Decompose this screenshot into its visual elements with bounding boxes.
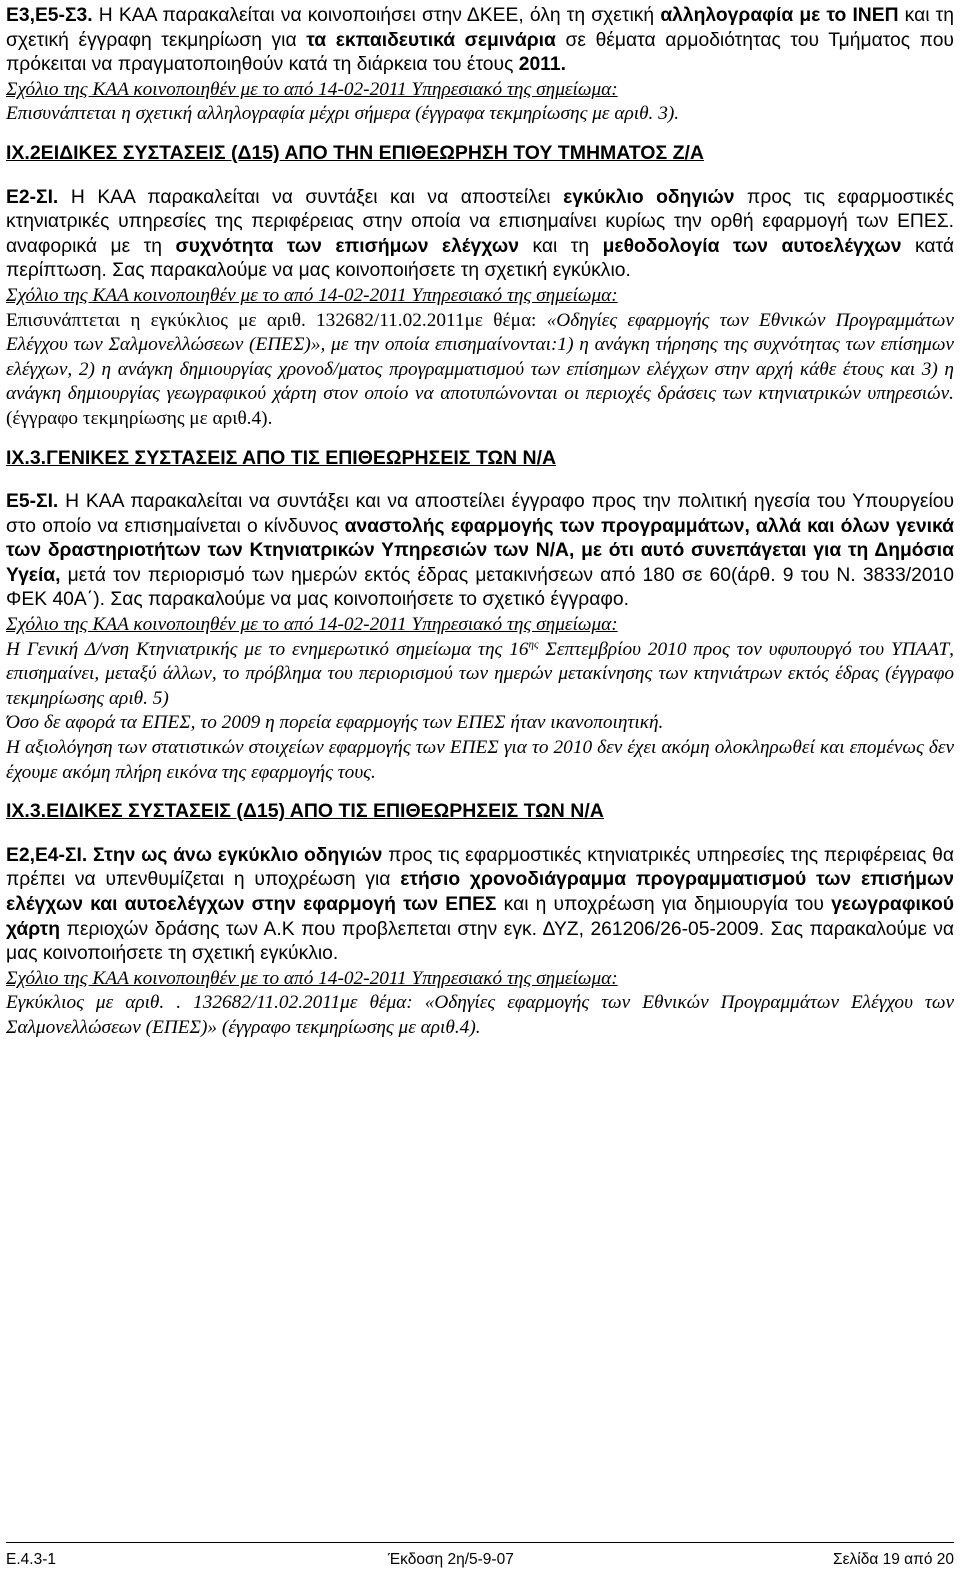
- emphasis-text: τα εκπαιδευτικά σεμινάρια: [306, 29, 556, 51]
- paragraph-text: Η ΚΑΑ παρακαλείται να συντάξει και να αποστείλει: [58, 186, 564, 208]
- comment-label: Σχόλιο της ΚΑΑ κοινοποιηθέν με το από 14-02-2011 Υπηρεσιακό της σημείωμα:: [6, 78, 618, 100]
- paragraph-text: κατά περίπτωση. Σας παρακαλούμε να μας κοινοποιήσετε τη σχετική εγκύκλιο.: [6, 235, 954, 282]
- section-heading: ΙΧ.2ΕΙΔΙΚΕΣ ΣΥΣΤΑΣΕΙΣ (Δ15) ΑΠΟ ΤΗΝ ΕΠΙΘΕΩΡΗΣΗ ΤΟΥ ΤΜΗΜΑΤΟΣ Ζ/Α: [6, 141, 705, 164]
- comment-label: Σχόλιο της ΚΑΑ κοινοποιηθέν με το από 14-02-2011 Υπηρεσιακό της σημείωμα:: [6, 284, 618, 306]
- document-code: Ε.4.3-1: [6, 1551, 56, 1568]
- comment-text-italic: Σεπτεμβρίου 2010 προς τον υφυπουργό του ΥΠΑΑΤ, επισημαίνει, μεταξύ άλλων, το πρόβλημα του περιορισμού των ημερών μετακίνησης των κτηνιάτρων εκτός έδρας (έγγραφο τεκμηρίωσης αριθ. 5): [6, 638, 954, 709]
- paragraph-text: και η υποχρέωση για δημιουργία του: [496, 894, 832, 915]
- paragraph-text: Η ΚΑΑ παρακαλείται να συντάξει και να αποστείλει έγγραφο προς την πολιτική ηγεσία του Υπουργείου στο οποίο να επισημαίνεται ο κίνδυνος: [6, 491, 954, 537]
- emphasis-text: αλληλογραφία με το ΙΝΕΠ: [660, 5, 899, 26]
- page-footer: [6, 1546, 954, 1570]
- comment-text: [6, 638, 954, 712]
- paragraph-e2-si: [6, 186, 954, 284]
- page-number: Σελίδα 19 από 20: [833, 1551, 954, 1568]
- recommendation-code: Ε3,Ε5-Σ3.: [6, 5, 93, 26]
- document-page: [6, 4, 954, 1041]
- emphasis-text: εγκύκλιο οδηγιών: [563, 186, 735, 208]
- section-heading: ΙΧ.3.ΕΙΔΙΚΕΣ ΣΥΣΤΑΣΕΙΣ (Δ15) ΑΠΟ ΤΙΣ ΕΠΙΘΕΩΡΗΣΕΙΣ ΤΩΝ Ν/Α: [6, 800, 604, 823]
- comment-text: Επισυνάπτεται η σχετική αλληλογραφία μέχρι σήμερα (έγγραφα τεκμηρίωσης με αριθ. 3).: [6, 103, 680, 125]
- paragraph-text: και τη: [518, 235, 603, 257]
- comment-text-plain: Επισυνάπτεται η εγκύκλιος με αριθ. 132682/11.02.2011με θέμα:: [6, 309, 537, 331]
- recommendation-code: Ε2-ΣΙ.: [6, 186, 59, 208]
- comment-text-italic: «Οδηγίες εφαρμογής των Εθνικών Προγραμμάτων Ελέγχου των Σαλμονελλώσεων (ΕΠΕΣ)», με την οποία επισημαίνονται:1) η ανάγκη τήρησης της συχνότητας των επίσημων ελέγχων, 2) η ανάγκη δημιουργίας χρονοδ/ματος προγραμματισμού των επίσημων ελέγχων στην αρχή κάθε έτους και 3) η ανάγκη δημιουργίας γεωγραφικού χάρτη στον οποίο να αποτυπώνονται οι περιοχές δράσεις των κτηνιατρικών υπηρεσιών.: [6, 309, 954, 405]
- comment-text-plain: (έγγραφο τεκμηρίωσης με αριθ.4).: [6, 407, 273, 429]
- comment-text: Όσο δε αφορά τα ΕΠΕΣ, το 2009 η πορεία εφαρμογής των ΕΠΕΣ ήταν ικανοποιητική.: [6, 712, 664, 734]
- comment-label: Σχόλιο της ΚΑΑ κοινοποιηθέν με το από 14-02-2011 Υπηρεσιακό της σημείωμα:: [6, 614, 618, 636]
- emphasis-text: Στην ως άνω εγκύκλιο οδηγιών: [87, 844, 383, 866]
- paragraph-text: σε θέματα αρμοδιότητας του Τμήματος που πρόκειται να πραγματοποιηθούν κατά τη διάρκεια του έτους: [6, 29, 954, 76]
- comment-text: Εγκύκλιος με αριθ. . 132682/11.02.2011με θέμα: «Οδηγίες εφαρμογής των Εθνικών Προγραμμάτων Ελέγχου των Σαλμονελλώσεων (ΕΠΕΣ)» (έγγραφο τεκμηρίωσης με αριθ.4).: [6, 992, 954, 1038]
- footer-rule: [6, 1542, 954, 1543]
- recommendation-code: Ε5-ΣΙ.: [6, 491, 59, 513]
- paragraph-text: μετά τον περιορισμό των ημερών εκτός έδρας μετακινήσεων από 180 σε 60(άρθ. 9 του Ν. 3833/2010 ΦΕΚ 40Α΄). Σας παρακαλούμε να μας κοινοποιήσετε το σχετικό έγγραφο.: [6, 564, 954, 611]
- paragraph-text: περιοχών δράσης των Α.Κ που προβλεπεται στην εγκ. ΔΥΖ, 261206/26-05-2009. Σας παρακαλούμε να μας κοινοποιήσετε τη σχετική εγκύκλιο.: [6, 918, 954, 965]
- comment-text: [6, 309, 954, 432]
- emphasis-text: συχνότητα των επισήμων ελέγχων: [175, 235, 519, 257]
- comment-text: Η αξιολόγηση των στατιστικών στοιχείων εφαρμογής των ΕΠΕΣ για το 2010 δεν έχει ακόμη ολοκληρωθεί και επομένως δεν έχουμε ακόμη πλήρη εικόνα της εφαρμογής τους.: [6, 737, 954, 783]
- emphasis-text: 2011.: [518, 54, 566, 76]
- ordinal-suffix: ης: [528, 638, 539, 651]
- paragraph-e2-e4-si: [6, 844, 954, 967]
- paragraph-text: προς τις εφαρμοστικές κτηνιατρικές υπηρεσίες της περιφέρειας στην οποία να επισημαίνει κυρίως την ορθή εφαρμογή των ΕΠΕΣ. αναφορικά με τη: [6, 186, 955, 257]
- paragraph-e3-e5-s3: [6, 4, 954, 78]
- emphasis-text: ετήσιο χρονοδιάγραμμα προγραμματισμού των επισήμων ελέγχων και αυτοελέγχων στην εφαρμογή των ΕΠΕΣ: [6, 869, 954, 915]
- comment-text-italic: Η Γενική Δ/νση Κτηνιατρικής με το ενημερωτικό σημείωμα της 16: [6, 638, 529, 660]
- document-version: Έκδοση 2η/5-9-07: [388, 1551, 514, 1568]
- paragraph-text: και τη σχετική έγγραφη τεκμηρίωση για: [6, 5, 955, 51]
- paragraph-text: προς τις εφαρμοστικές κτηνιατρικές υπηρεσίες της περιφέρειας θα πρέπει να υπενθυμίζεται η υποχρέωση για: [6, 844, 955, 891]
- comment-label: Σχόλιο της ΚΑΑ κοινοποιηθέν με το από 14-02-2011 Υπηρεσιακό της σημείωμα:: [6, 967, 618, 989]
- emphasis-text: γεωγραφικού χάρτη: [6, 894, 955, 940]
- recommendation-code: Ε2,Ε4-ΣΙ.: [6, 844, 88, 866]
- emphasis-text: αναστολής εφαρμογής των προγραμμάτων, αλλά και όλων γενικά των δραστηριοτήτων των Κτηνιατρικών Υπηρεσιών των Ν/Α, με ότι αυτό συνεπάγεται για τη Δημόσια Υγεία,: [6, 515, 955, 586]
- emphasis-text: μεθοδολογία των αυτοελέγχων: [602, 235, 902, 257]
- section-heading: ΙΧ.3.ΓΕΝΙΚΕΣ ΣΥΣΤΑΣΕΙΣ ΑΠΟ ΤΙΣ ΕΠΙΘΕΩΡΗΣΕΙΣ ΤΩΝ Ν/Α: [6, 446, 557, 469]
- paragraph-e5-si: [6, 490, 954, 613]
- paragraph-text: Η ΚΑΑ παρακαλείται να κοινοποιήσει στην ΔΚΕΕ, όλη τη σχετική: [92, 5, 661, 26]
